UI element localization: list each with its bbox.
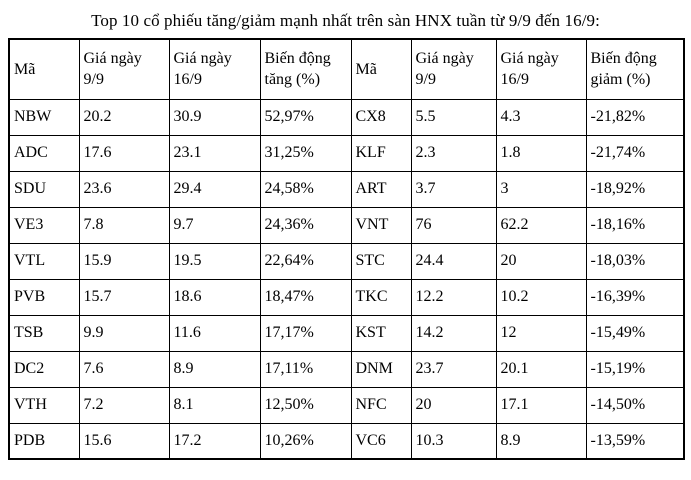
cell-loser-code: STC: [351, 243, 411, 279]
cell-loser-price-16-9: 20.1: [496, 351, 586, 387]
column-header-gainer-price-9-9: Giá ngày 9/9: [79, 39, 169, 99]
cell-loser-change-pct: -16,39%: [586, 279, 684, 315]
cell-loser-price-16-9: 20: [496, 243, 586, 279]
cell-gainer-code: PVB: [9, 279, 79, 315]
cell-gainer-change-pct: 18,47%: [260, 279, 351, 315]
cell-loser-change-pct: -21,74%: [586, 135, 684, 171]
cell-loser-price-16-9: 8.9: [496, 423, 586, 459]
cell-gainer-change-pct: 24,58%: [260, 171, 351, 207]
column-header-loser-code: Mã: [351, 39, 411, 99]
cell-gainer-price-9-9: 7.2: [79, 387, 169, 423]
cell-loser-price-9-9: 3.7: [411, 171, 496, 207]
cell-gainer-change-pct: 17,11%: [260, 351, 351, 387]
hnx-top10-table: [8, 38, 685, 460]
cell-loser-price-16-9: 3: [496, 171, 586, 207]
cell-gainer-price-9-9: 7.6: [79, 351, 169, 387]
cell-gainer-price-16-9: 19.5: [169, 243, 260, 279]
cell-loser-price-9-9: 5.5: [411, 99, 496, 135]
cell-gainer-price-16-9: 23.1: [169, 135, 260, 171]
cell-gainer-code: NBW: [9, 99, 79, 135]
cell-loser-change-pct: -15,49%: [586, 315, 684, 351]
cell-loser-price-16-9: 12: [496, 315, 586, 351]
cell-loser-price-9-9: 24.4: [411, 243, 496, 279]
cell-gainer-price-9-9: 17.6: [79, 135, 169, 171]
cell-gainer-change-pct: 24,36%: [260, 207, 351, 243]
column-header-gainer-code: Mã: [9, 39, 79, 99]
cell-loser-change-pct: -13,59%: [586, 423, 684, 459]
cell-loser-change-pct: -14,50%: [586, 387, 684, 423]
cell-loser-price-9-9: 2.3: [411, 135, 496, 171]
cell-gainer-change-pct: 12,50%: [260, 387, 351, 423]
cell-gainer-code: SDU: [9, 171, 79, 207]
column-header-loser-price-9-9: Giá ngày 9/9: [411, 39, 496, 99]
cell-loser-code: KST: [351, 315, 411, 351]
cell-loser-change-pct: -15,19%: [586, 351, 684, 387]
cell-loser-price-16-9: 4.3: [496, 99, 586, 135]
table-row: [9, 387, 684, 423]
cell-gainer-code: PDB: [9, 423, 79, 459]
cell-loser-price-9-9: 10.3: [411, 423, 496, 459]
cell-gainer-price-16-9: 8.9: [169, 351, 260, 387]
cell-loser-price-9-9: 20: [411, 387, 496, 423]
cell-loser-price-16-9: 17.1: [496, 387, 586, 423]
cell-loser-change-pct: -18,03%: [586, 243, 684, 279]
table-body: [9, 99, 684, 459]
column-header-gainer-change-pct: Biến động tăng (%): [260, 39, 351, 99]
cell-gainer-code: VTH: [9, 387, 79, 423]
cell-gainer-change-pct: 10,26%: [260, 423, 351, 459]
cell-loser-code: CX8: [351, 99, 411, 135]
table-row: [9, 279, 684, 315]
table-row: [9, 315, 684, 351]
table-row: [9, 243, 684, 279]
cell-gainer-price-9-9: 20.2: [79, 99, 169, 135]
cell-gainer-change-pct: 31,25%: [260, 135, 351, 171]
cell-gainer-code: DC2: [9, 351, 79, 387]
cell-gainer-change-pct: 22,64%: [260, 243, 351, 279]
cell-gainer-code: VE3: [9, 207, 79, 243]
cell-loser-code: VC6: [351, 423, 411, 459]
cell-loser-code: VNT: [351, 207, 411, 243]
cell-gainer-price-9-9: 7.8: [79, 207, 169, 243]
cell-loser-price-16-9: 62.2: [496, 207, 586, 243]
cell-loser-code: TKC: [351, 279, 411, 315]
column-header-loser-price-16-9: Giá ngày 16/9: [496, 39, 586, 99]
table-title: Top 10 cổ phiếu tăng/giảm mạnh nhất trên sàn HNX tuần từ 9/9 đến 16/9:: [91, 11, 600, 30]
cell-loser-price-9-9: 76: [411, 207, 496, 243]
cell-gainer-code: ADC: [9, 135, 79, 171]
column-header-gainer-price-16-9: Giá ngày 16/9: [169, 39, 260, 99]
cell-loser-code: DNM: [351, 351, 411, 387]
cell-gainer-price-9-9: 15.7: [79, 279, 169, 315]
cell-gainer-price-9-9: 23.6: [79, 171, 169, 207]
table-row: [9, 351, 684, 387]
cell-gainer-price-16-9: 9.7: [169, 207, 260, 243]
cell-gainer-change-pct: 52,97%: [260, 99, 351, 135]
header-row: [9, 39, 684, 99]
cell-loser-price-16-9: 10.2: [496, 279, 586, 315]
cell-gainer-price-9-9: 15.6: [79, 423, 169, 459]
table-row: [9, 171, 684, 207]
cell-gainer-price-16-9: 8.1: [169, 387, 260, 423]
table-header: [9, 39, 684, 99]
cell-gainer-price-16-9: 18.6: [169, 279, 260, 315]
cell-loser-change-pct: -21,82%: [586, 99, 684, 135]
cell-loser-code: NFC: [351, 387, 411, 423]
cell-gainer-price-16-9: 17.2: [169, 423, 260, 459]
cell-loser-price-9-9: 14.2: [411, 315, 496, 351]
table-row: [9, 207, 684, 243]
cell-gainer-code: TSB: [9, 315, 79, 351]
cell-loser-price-16-9: 1.8: [496, 135, 586, 171]
cell-loser-price-9-9: 12.2: [411, 279, 496, 315]
cell-gainer-code: VTL: [9, 243, 79, 279]
cell-gainer-price-16-9: 29.4: [169, 171, 260, 207]
cell-loser-code: ART: [351, 171, 411, 207]
cell-gainer-price-16-9: 11.6: [169, 315, 260, 351]
cell-gainer-change-pct: 17,17%: [260, 315, 351, 351]
cell-loser-change-pct: -18,16%: [586, 207, 684, 243]
cell-loser-code: KLF: [351, 135, 411, 171]
table-row: [9, 423, 684, 459]
table-row: [9, 99, 684, 135]
cell-gainer-price-9-9: 9.9: [79, 315, 169, 351]
cell-gainer-price-16-9: 30.9: [169, 99, 260, 135]
table-row: [9, 135, 684, 171]
column-header-loser-change-pct: Biến động giảm (%): [586, 39, 684, 99]
cell-loser-price-9-9: 23.7: [411, 351, 496, 387]
cell-loser-change-pct: -18,92%: [586, 171, 684, 207]
cell-gainer-price-9-9: 15.9: [79, 243, 169, 279]
